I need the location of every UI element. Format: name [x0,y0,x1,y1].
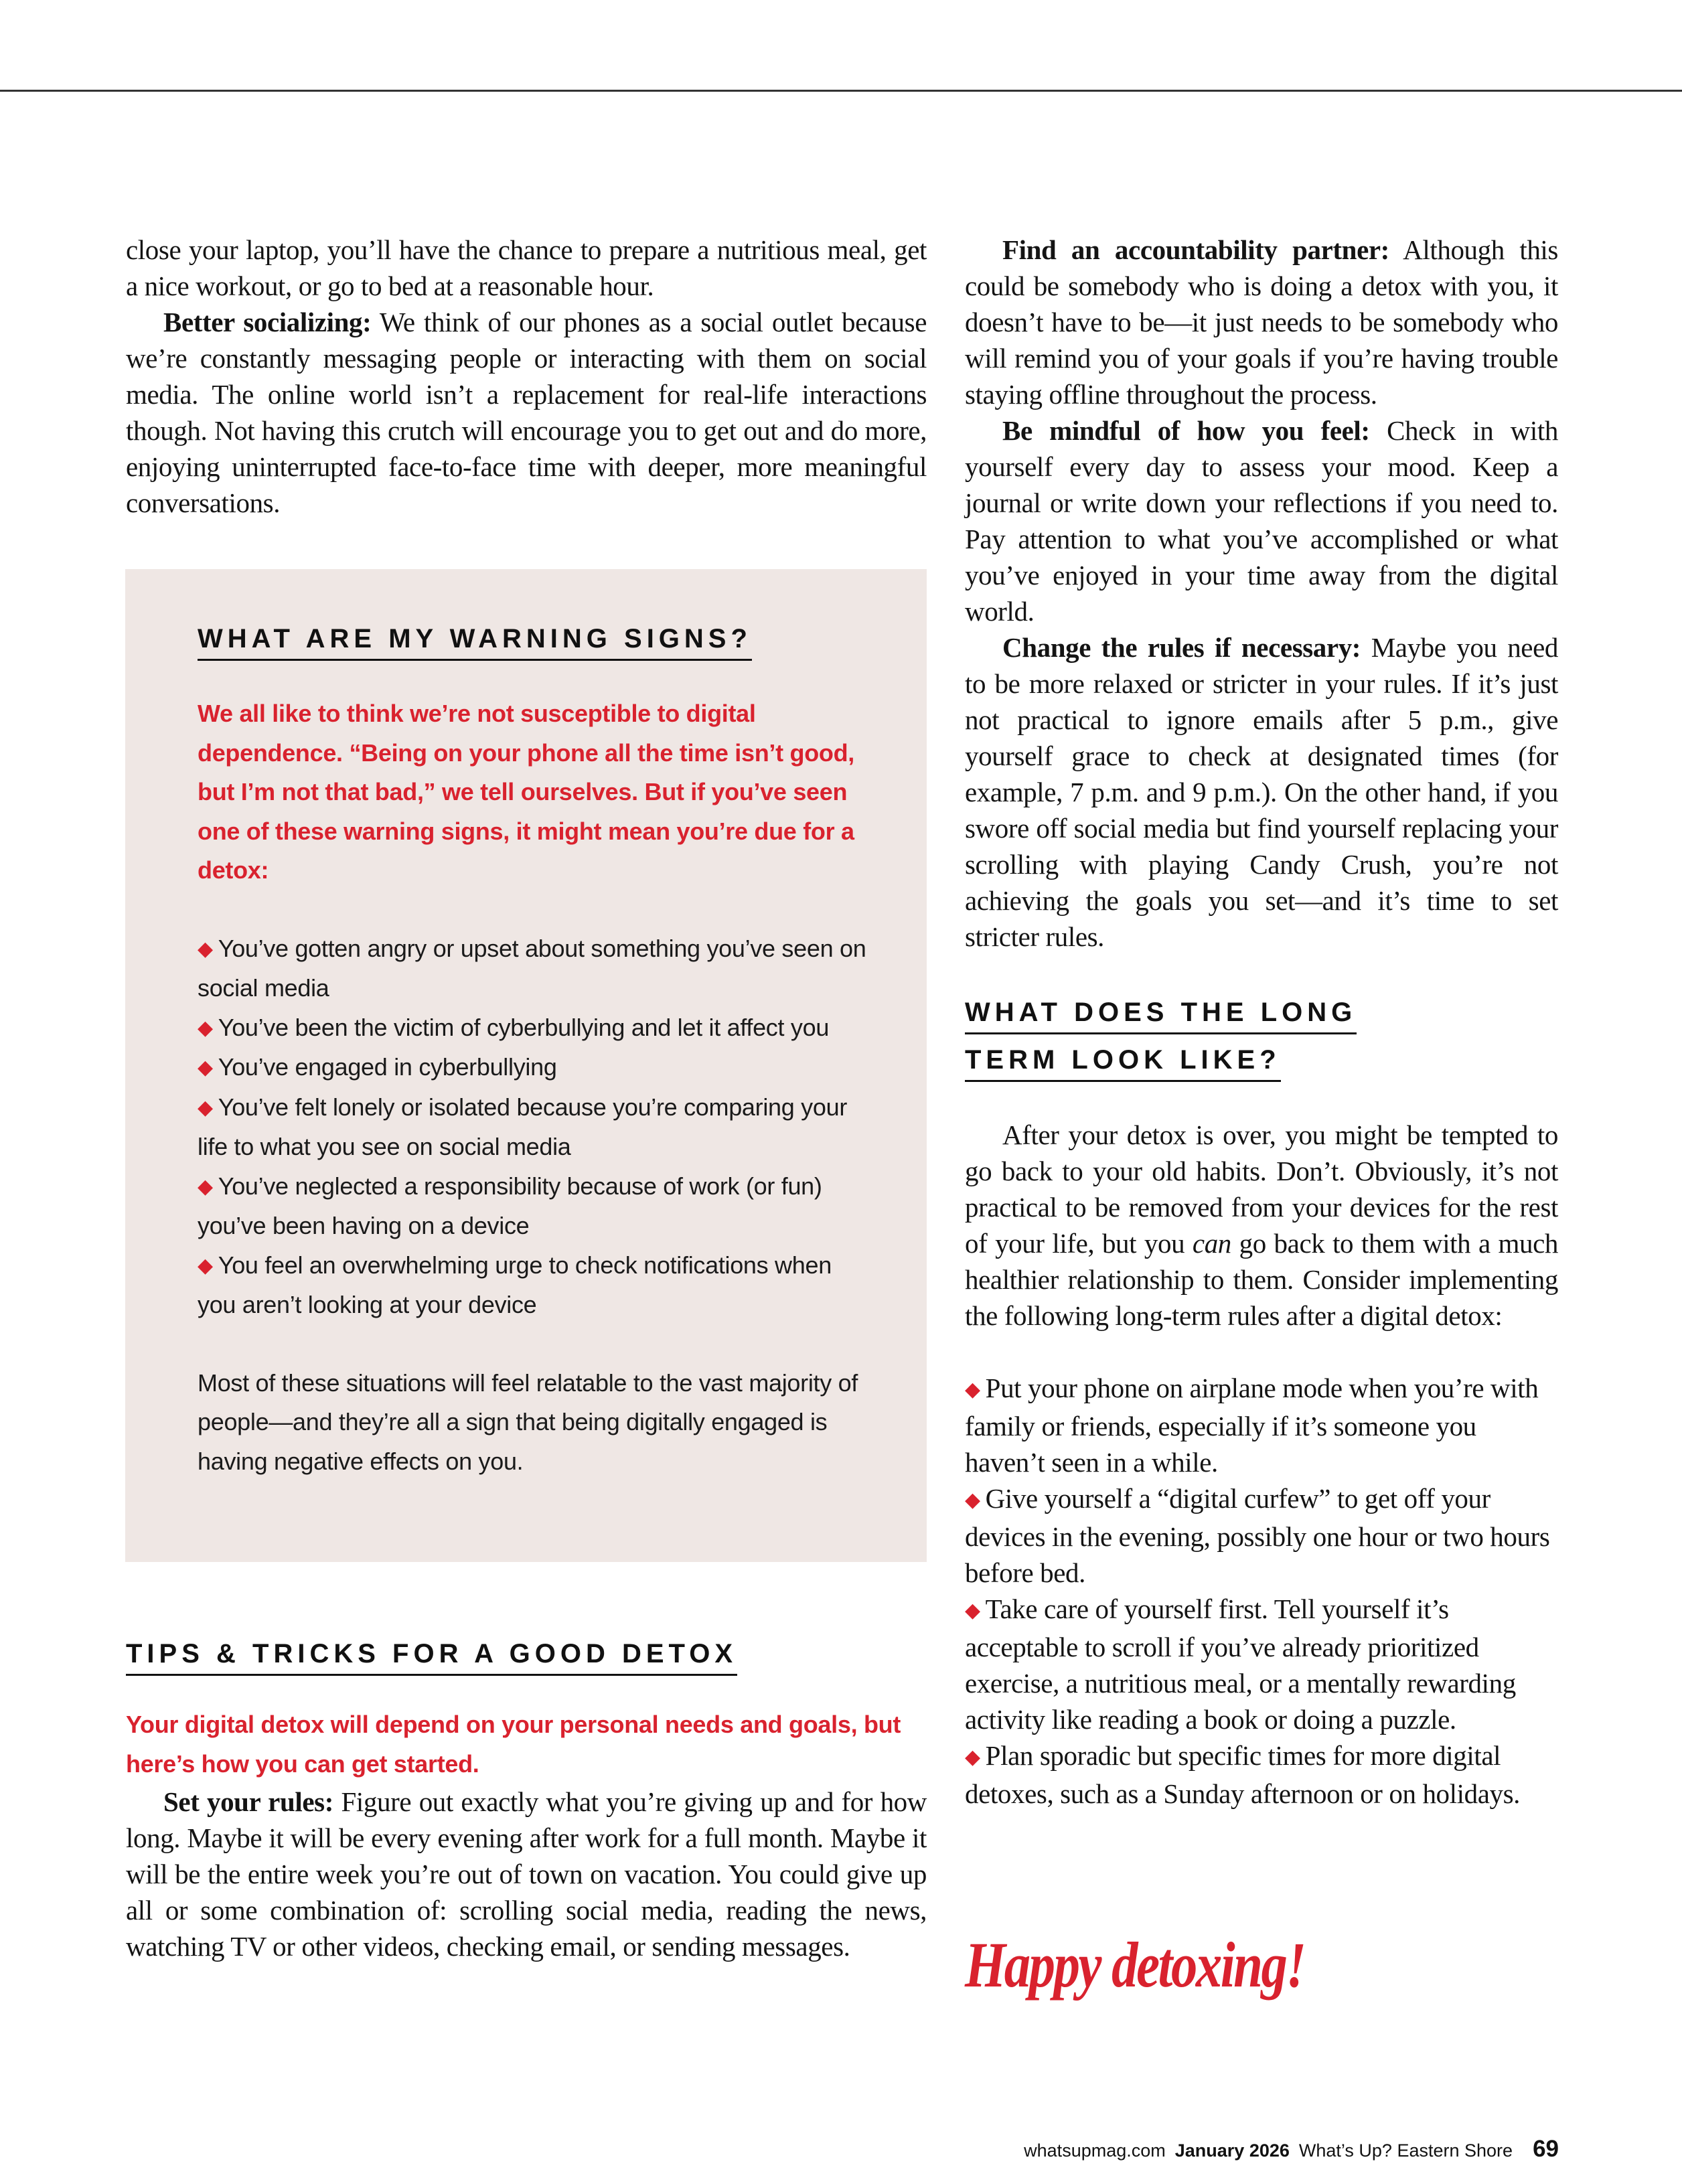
footer-issue-date: January 2026 [1174,2140,1290,2161]
change-rules-paragraph: Change the rules if necessary: Maybe you need to be more relaxed or stricter in your rules. If it’s just not practical to ignore emails after 5 p.m., give yourself grace to check at designated times (for example, 7 p.m. and 9 p.m.). On the other hand, if you swore off social media but find yourself replacing your scrolling with playing Candy Crush, you’re not achieving the goals you set—and it’s time to set stricter rules. [965,632,1558,952]
red-diamond-icon: ◆ [965,1489,980,1511]
red-diamond-icon: ◆ [965,1746,980,1768]
better-socializing-text: We think of our phones as a social outlet because we’re constantly messaging people or interacting with them on social media. The online world isn’t a replacement for real-life interactions though. Not having this crutch will encourage you to get out and do more, enjoying uninterrupted face-to-face time with deeper, more meaningful conversations. [126,307,927,518]
accountability-lead: Find an accountability partner: [1002,234,1389,265]
long-term-intro: After your detox is over, you might be tempted to go back to your old habits. Don’t. Obviously, it’s not practical to be removed from your devices for the rest of your life, but you can go back to them with a much healthier relationship to them. Consider implementing the following long-term rules after a digital detox: [965,1119,1559,1331]
red-diamond-icon: ◆ [198,1016,213,1039]
warning-sign-item: ◆ You’ve neglected a responsibility because of work (or fun) you’ve been having on a device [198,1172,822,1239]
red-diamond-icon: ◆ [965,1379,980,1401]
footer-publication: What’s Up? Eastern Shore [1298,2140,1513,2161]
warning-signs-intro: We all like to think we’re not susceptible to digital dependence. “Being on your phone all the time isn’t good, but I’m not that bad,” we tell ourselves. But if you’ve seen one of these warning signs, it might mean you’re due for a detox: [198,700,854,884]
better-socializing-paragraph [126,304,927,521]
red-diamond-icon: ◆ [198,1096,213,1119]
set-rules-text: Figure out exactly what you’re giving up and for how long. Maybe it will be every evening after work for a full month. Maybe it will be the entire week you’re out of town on vacation. You could give up all or some combination of: scrolling social media, reading the news, watching TV or other videos, checking email, or sending messages. [126,1786,927,1962]
page-footer [1024,2136,1559,2163]
warning-sign-item: ◆ You’ve felt lonely or isolated because you’re comparing your life to what you see on social media [198,1093,848,1160]
warning-sign-item: ◆ You’ve been the victim of cyberbullying and let it affect you [198,1013,830,1041]
mindful-lead: Be mindful of how you feel: [1002,415,1370,446]
long-term-rule-item: ◆ Put your phone on airplane mode when you’re with family or friends, especially if it’s someone you haven’t seen in a while. [965,1373,1539,1478]
red-diamond-icon: ◆ [965,1600,980,1622]
emphasis-can: can [1192,1228,1231,1259]
tips-heading: TIPS & TRICKS FOR A GOOD DETOX [126,1636,737,1676]
page-number: 69 [1533,2136,1559,2162]
warning-signs-closing: Most of these situations will feel relatable to the vast majority of people—and they’re all a sign that being digitally engaged is having negative effects on you. [198,1369,858,1475]
right-column [965,232,1558,1812]
warning-signs-list [198,929,867,1325]
mindful-paragraph: Be mindful of how you feel: Check in with yourself every day to assess your mood. Keep a journal or write down your reflections if you need to. Pay attention to what you’ve accomplished or what you’ve enjoyed in your time away from the digital world. [965,415,1558,627]
red-diamond-icon: ◆ [198,1175,213,1198]
long-term-rules-list [965,1370,1558,1812]
better-socializing-lead: Better socializing: [163,307,372,337]
set-rules-lead: Set your rules: [163,1786,333,1817]
left-column [126,232,927,521]
set-rules-paragraph [126,1784,927,1964]
long-term-rule-item: ◆ Plan sporadic but specific times for more digital detoxes, such as a Sunday afternoon or on holidays. [965,1740,1521,1809]
footer-website-link[interactable]: whatsupmag.com [1024,2140,1166,2161]
page-top-rule [0,90,1682,92]
long-term-rule-item: ◆ Give yourself a “digital curfew” to get off your devices in the evening, possibly one hour or two hours before bed. [965,1483,1550,1588]
red-diamond-icon: ◆ [198,937,213,960]
intro-continuation: close your laptop, you’ll have the chance to prepare a nutritious meal, get a nice workout, or go to bed at a reasonable hour. [126,234,927,301]
red-diamond-icon: ◆ [198,1254,213,1277]
warning-sign-item: ◆ You’ve engaged in cyberbullying [198,1053,557,1081]
warning-sign-item: ◆ You feel an overwhelming urge to check notifications when you aren’t looking at your device [198,1251,832,1318]
change-rules-lead: Change the rules if necessary: [1002,632,1361,663]
long-term-heading-block [965,995,1558,1082]
red-diamond-icon: ◆ [198,1057,213,1079]
tips-section [126,1636,927,1964]
warning-signs-sidebar [125,569,927,1562]
accountability-paragraph: Find an accountability partner: Although this could be somebody who is doing a detox with you, it doesn’t have to be—it just needs to be somebody who will remind you of your goals if you’re having trouble staying offline throughout the process. [965,234,1558,410]
warning-sign-item: ◆ You’ve gotten angry or upset about something you’ve seen on social media [198,934,866,1002]
warning-signs-heading: WHAT ARE MY WARNING SIGNS? [198,621,752,661]
sign-off-happy-detoxing: Happy detoxing! [965,1929,1305,2001]
long-term-heading-line2: TERM LOOK LIKE? [965,1042,1281,1082]
tips-intro: Your digital detox will depend on your personal needs and goals, but here’s how you can get started. [126,1711,901,1778]
long-term-heading-line1: WHAT DOES THE LONG [965,995,1357,1034]
long-term-rule-item: ◆ Take care of yourself first. Tell yourself it’s acceptable to scroll if you’ve already prioritized exercise, a nutritious meal, or a mentally rewarding activity like reading a book or doing a puzzle. [965,1593,1516,1735]
